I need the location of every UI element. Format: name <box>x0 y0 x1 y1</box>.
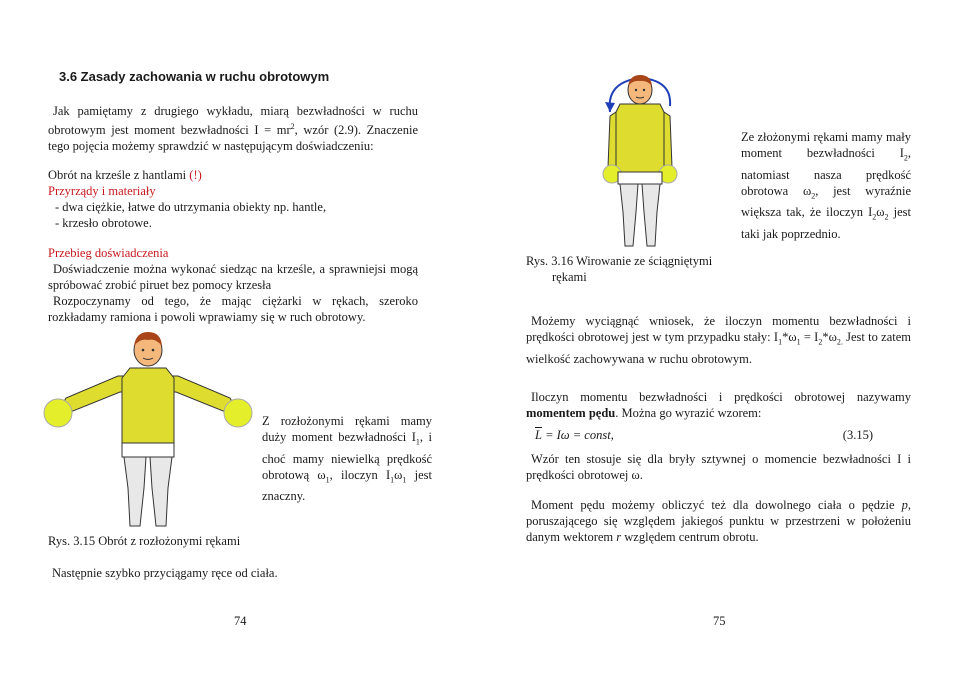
experiment-link[interactable]: ! <box>193 168 198 182</box>
left-dumbbell <box>44 399 72 427</box>
formula-expression: = Iω = const, <box>545 428 614 442</box>
rigid-body-paragraph: Wzór ten stosuje się dla bryły sztywnej o momencie bezwładności I i prędkości obrotowej ω. <box>526 452 911 482</box>
intro-paragraph: Jak pamiętamy z drugiego wykładu, miarą bezwładności w ruchu obrotowym jest moment bezwładności $I = mr^2$, wzór (2.9). Znaczenie tego pojęcia możemy sprawdzić w następującym doświadczeniu: <box>48 104 418 154</box>
formula-row <box>535 428 911 443</box>
figure-arms-retracted <box>600 72 680 250</box>
section-title: 3.6 Zasady zachowania w ruchu obrotowym <box>59 69 330 84</box>
general-momentum-paragraph: Moment pędu możemy obliczyć też dla dowolnego ciała o pędzie p, poruszającego się względem jakiegoś punktu w przestrzeni w położeniu danym wektorem r względem centrum obrotu. <box>526 498 911 544</box>
figure-316-caption-2: rękami <box>552 270 587 284</box>
figure-316-description: Ze złożonymi rękami mamy mały moment bezwładności $I_2$, natomiast nasza prędkość obrotowa $\omega_2$, jest wyraźnie większa tak, że iloczyn $I_2\omega_2$ jest taki jak poprzednio. <box>741 130 911 241</box>
course-paragraph-2: Rozpoczynamy od tego, że mając ciężarki w rękach, szeroko rozkładamy ramiona i powoli wprawiamy się w ruch obrotowy. <box>48 294 418 324</box>
left-leg <box>620 184 638 246</box>
materials-item-1: - dwa ciężkie, łatwe do utrzymania obiekty np. hantle, <box>55 200 327 214</box>
formula-number: (3.15) <box>842 428 873 442</box>
right-arm <box>664 112 672 167</box>
closing-sentence: Następnie szybko przyciągamy ręce od ciała. <box>52 566 278 580</box>
figure-315-caption: Rys. 3.15 Obrót z rozłożonymi rękami <box>48 534 241 548</box>
torso <box>616 104 664 172</box>
right-leg <box>642 184 660 246</box>
hips <box>122 443 174 457</box>
materials-item-2: - krzesło obrotowe. <box>55 216 152 230</box>
left-arm <box>608 112 616 167</box>
page-number-left: 74 <box>234 614 247 628</box>
experiment-title: Obrót na krześle z hantlami (!) <box>48 168 202 182</box>
formula-L: $\overline{L}$ <box>535 428 542 442</box>
figure-arms-extended <box>38 328 253 533</box>
right-dumbbell <box>224 399 252 427</box>
figure-316-caption-1: Rys. 3.16 Wirowanie ze ściągniętymi <box>526 254 713 268</box>
page-number-right: 75 <box>713 614 726 628</box>
angular-momentum-paragraph: Iloczyn momentu bezwładności i prędkości obrotowej nazywamy momentem pędu. Można go wyrazić wzorem: <box>526 390 911 420</box>
figure-315-description: Z rozłożonymi rękami mamy duży moment bezwładności $I_1$, i choć mamy niewielką prędkość obrotową $\omega_1$, iloczyn $I_1\omega_1$ jest znaczny. <box>262 414 432 503</box>
hips <box>618 172 662 184</box>
torso <box>122 368 174 443</box>
right-leg <box>150 457 172 526</box>
left-leg <box>124 457 146 526</box>
conclusion-paragraph: Możemy wyciągnąć wniosek, że iloczyn momentu bezwładności i prędkości obrotowej jest w tym przypadku stały: $I_1*\omega_1 = I_2*\omega_{2.}$ Jest to zatem wielkość zachowywana w ruchu obrotowym. <box>526 314 911 366</box>
course-paragraph-1: Doświadczenie można wykonać siedząc na krześle, a sprawniejsi mogą spróbować zrobić piruet bez pomocy krzesła <box>48 262 418 292</box>
course-title: Przebieg doświadczenia <box>48 246 169 260</box>
materials-title: Przyrządy i materiały <box>48 184 156 198</box>
